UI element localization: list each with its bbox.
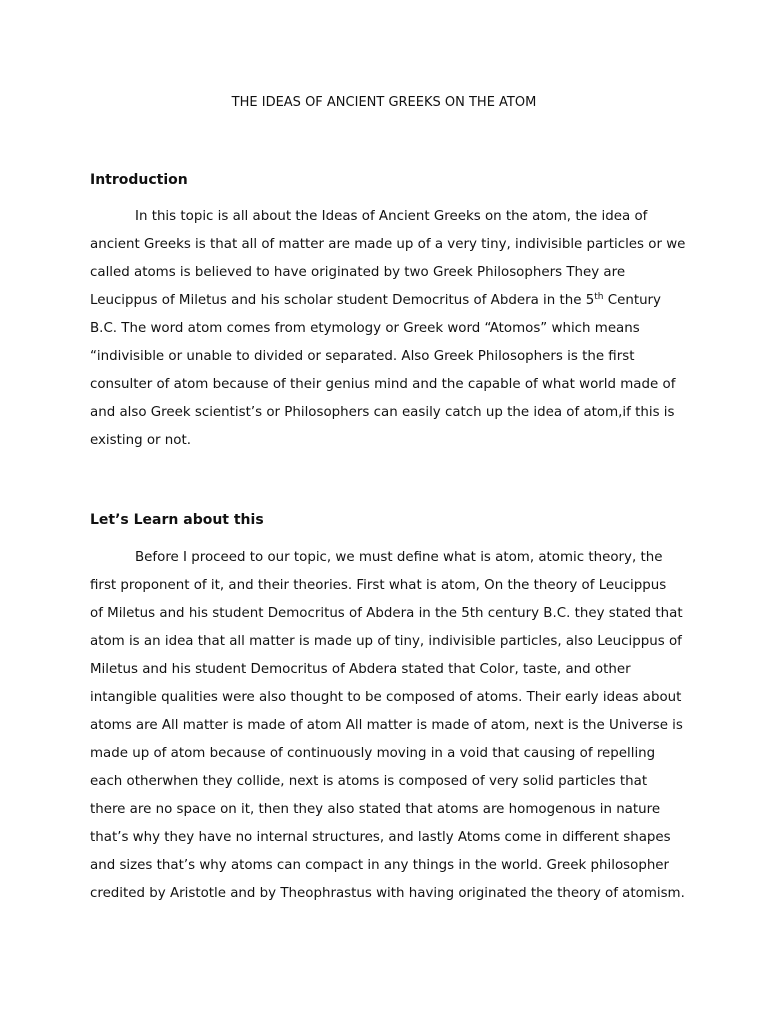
paragraph-line: and sizes that’s why atoms can compact in any things in the world. Greek philosopher [90,858,670,873]
paragraph-line: ancient Greeks is that all of matter are made up of a very tiny, indivisible particles or we [90,237,686,252]
document-title: THE IDEAS OF ANCIENT GREEKS ON THE ATOM [231,95,537,110]
paragraph-introduction [90,203,690,455]
paragraph-line: first proponent of it, and their theories. First what is atom, On the theory of Leucippus [90,578,667,593]
paragraph-lets-learn [90,544,690,908]
paragraph-line [90,287,690,315]
paragraph-line: Before I proceed to our topic, we must define what is atom, atomic theory, the [135,550,663,565]
paragraph-line: B.C. The word atom comes from etymology or Greek word “Atomos” which means [90,321,640,336]
section-heading-introduction: Introduction [90,172,188,188]
paragraph-line: intangible qualities were also thought to be composed of atoms. Their early ideas about [90,690,682,705]
paragraph-line: called atoms is believed to have originated by two Greek Philosophers They are [90,265,626,280]
paragraph-line: and also Greek scientist’s or Philosophers can easily catch up the idea of atom,if this is [90,405,675,420]
paragraph-line: that’s why they have no internal structures, and lastly Atoms come in different shapes [90,830,671,845]
line-text-tail: Century [603,293,661,308]
paragraph-line: each otherwhen they collide, next is atoms is composed of very solid particles that [90,774,648,789]
paragraph-line: atom is an idea that all matter is made up of tiny, indivisible particles, also Leucippus of [90,634,682,649]
paragraph-line: Miletus and his student Democritus of Abdera stated that Color, taste, and other [90,662,631,677]
paragraph-line: existing or not. [90,433,191,448]
line-text: Leucippus of Miletus and his scholar student Democritus of Abdera in the 5 [90,293,595,308]
paragraph-line: consulter of atom because of their genius mind and the capable of what world made of [90,377,676,392]
paragraph-line: of Miletus and his student Democritus of Abdera in the 5th century B.C. they stated that [90,606,683,621]
superscript-ordinal: th [594,292,604,302]
paragraph-line: In this topic is all about the Ideas of Ancient Greeks on the atom, the idea of [135,209,648,224]
paragraph-line: atoms are All matter is made of atom All matter is made of atom, next is the Universe is [90,718,683,733]
paragraph-line: made up of atom because of continuously moving in a void that causing of repelling [90,746,656,761]
paragraph-line: “indivisible or unable to divided or separated. Also Greek Philosophers is the first [90,349,635,364]
section-heading-lets-learn: Let’s Learn about this [90,512,264,528]
paragraph-line: credited by Aristotle and by Theophrastus with having originated the theory of atomism. [90,886,685,901]
paragraph-line: there are no space on it, then they also stated that atoms are homogenous in nature [90,802,661,817]
